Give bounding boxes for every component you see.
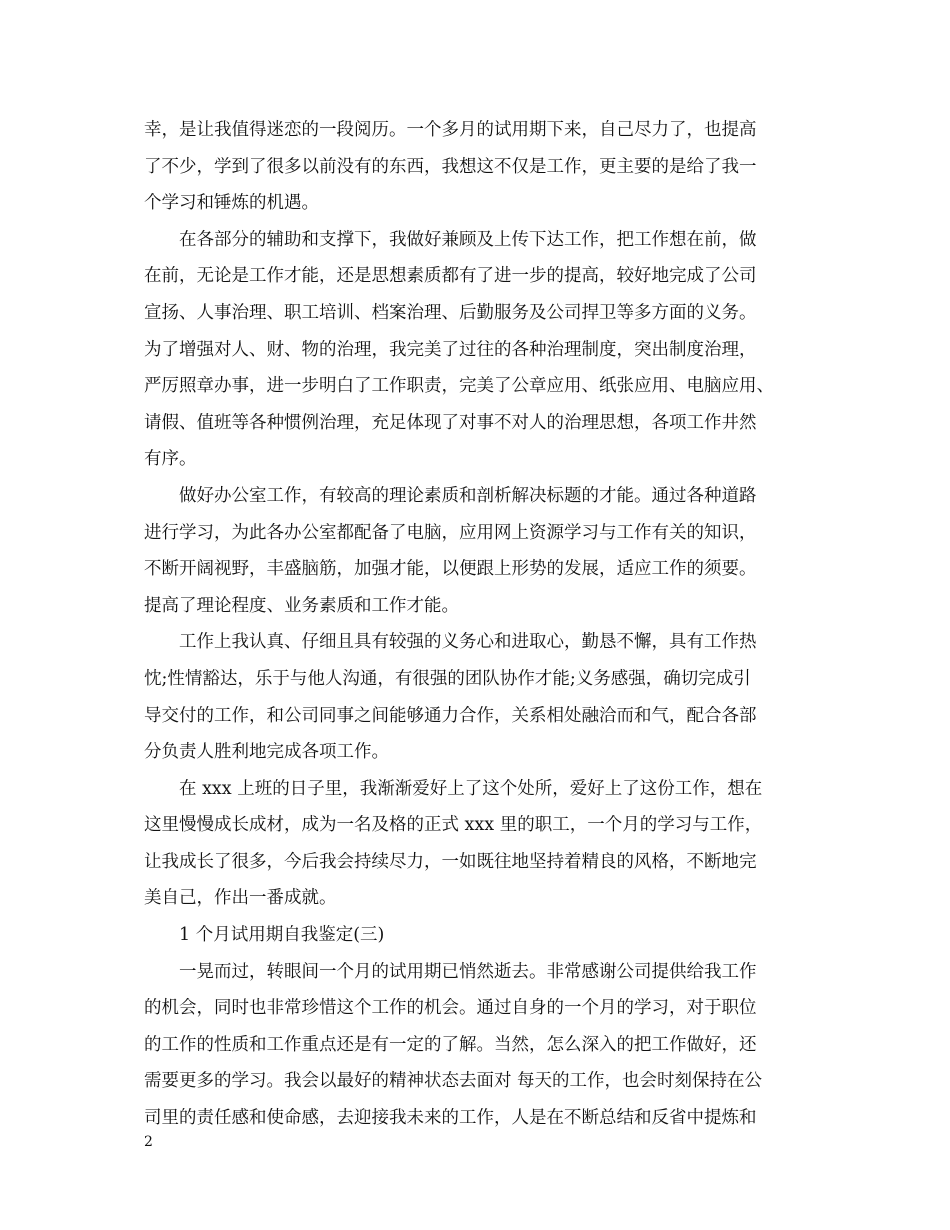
text-line: 需要更多的学习。我会以最好的精神状态去面对 每天的工作，也会时刻保持在公	[144, 1071, 763, 1092]
text-line: 请假、值班等各种惯例治理，充足体现了对事不对人的治理思想，各项工作井然	[144, 412, 757, 433]
text-line: 分负责人胜利地完成各项工作。	[144, 742, 389, 763]
paragraph-office-work	[144, 478, 816, 624]
paragraph-probation-summary	[144, 954, 816, 1137]
paragraph-continuation	[144, 112, 816, 222]
text-line: 在各部分的辅助和支撑下，我做好兼顾及上传下达工作，把工作想在前，做	[179, 229, 757, 250]
page-number: 2	[144, 1134, 153, 1150]
text-line: 不断开阔视野，丰盛脑筋，加强才能，以便跟上形势的发展，适应工作的须要。	[144, 559, 757, 580]
text-line: 的工作的性质和工作重点还是有一定的了解。当然，怎么深入的把工作做好，还	[144, 1034, 757, 1055]
text-line: 工作上我认真、仔细且具有较强的义务心和进取心，勤恳不懈，具有工作热	[179, 632, 757, 653]
paragraph-work-attitude	[144, 624, 816, 770]
text-line: 的机会，同时也非常珍惜这个工作的机会。通过自身的一个月的学习，对于职位	[144, 998, 757, 1019]
text-line: 幸，是让我值得迷恋的一段阅历。一个多月的试用期下来，自己尽力了，也提高	[144, 120, 757, 140]
text-line: 有序。	[144, 449, 197, 470]
text-line: 司里的责任感和使命感，去迎接我未来的工作，人是在不断总结和反省中提炼和	[144, 1108, 757, 1129]
heading-line: 1 个月试用期自我鉴定(三)	[179, 925, 385, 946]
text-line: 进行学习，为此各办公室都配备了电脑，应用网上资源学习与工作有关的知识，	[144, 522, 757, 543]
text-line: 在 xxx 上班的日子里，我渐渐爱好上了这个处所，爱好上了这份工作，想在	[179, 778, 763, 799]
text-line: 导交付的工作，和公司同事之间能够通力合作，关系相处融洽而和气，配合各部	[144, 705, 757, 726]
text-line: 忱;性情豁达，乐于与他人沟通，有很强的团队协作才能;义务感强，确切完成引	[144, 668, 751, 689]
text-line: 严厉照章办事，进一步明白了工作职责，完美了公章应用、纸张应用、电脑应用、	[144, 376, 774, 397]
text-line: 让我成长了很多，今后我会持续尽力，一如既往地坚持着精良的风格，不断地完	[144, 851, 757, 872]
text-line: 美自己，作出一番成就。	[144, 888, 337, 909]
text-line: 在前，无论是工作才能，还是思想素质都有了进一步的提高，较好地完成了公司	[144, 266, 757, 287]
text-line: 提高了理论程度、业务素质和工作才能。	[144, 595, 459, 616]
text-line: 做好办公室工作，有较高的理论素质和剖析解决标题的才能。通过各种道路	[179, 485, 757, 506]
document-body	[144, 112, 816, 1137]
text-line: 宣扬、人事治理、职工培训、档案治理、后勤服务及公司捍卫等多方面的义务。	[144, 302, 757, 323]
text-line: 一晃而过，转眼间一个月的试用期已悄然逝去。非常感谢公司提供给我工作	[179, 961, 757, 982]
text-line: 了不少，学到了很多以前没有的东西，我想这不仅是工作，更主要的是给了我一	[144, 156, 757, 177]
section-heading	[144, 917, 816, 954]
text-line: 这里慢慢成长成材，成为一名及格的正式 xxx 里的职工，一个月的学习与工作，	[144, 815, 763, 836]
paragraph-growth	[144, 771, 816, 917]
paragraph-department-support	[144, 222, 816, 478]
text-line: 为了增强对人、财、物的治理，我完美了过往的各种治理制度，突出制度治理，	[144, 339, 757, 360]
text-line: 个学习和锤炼的机遇。	[144, 193, 319, 214]
